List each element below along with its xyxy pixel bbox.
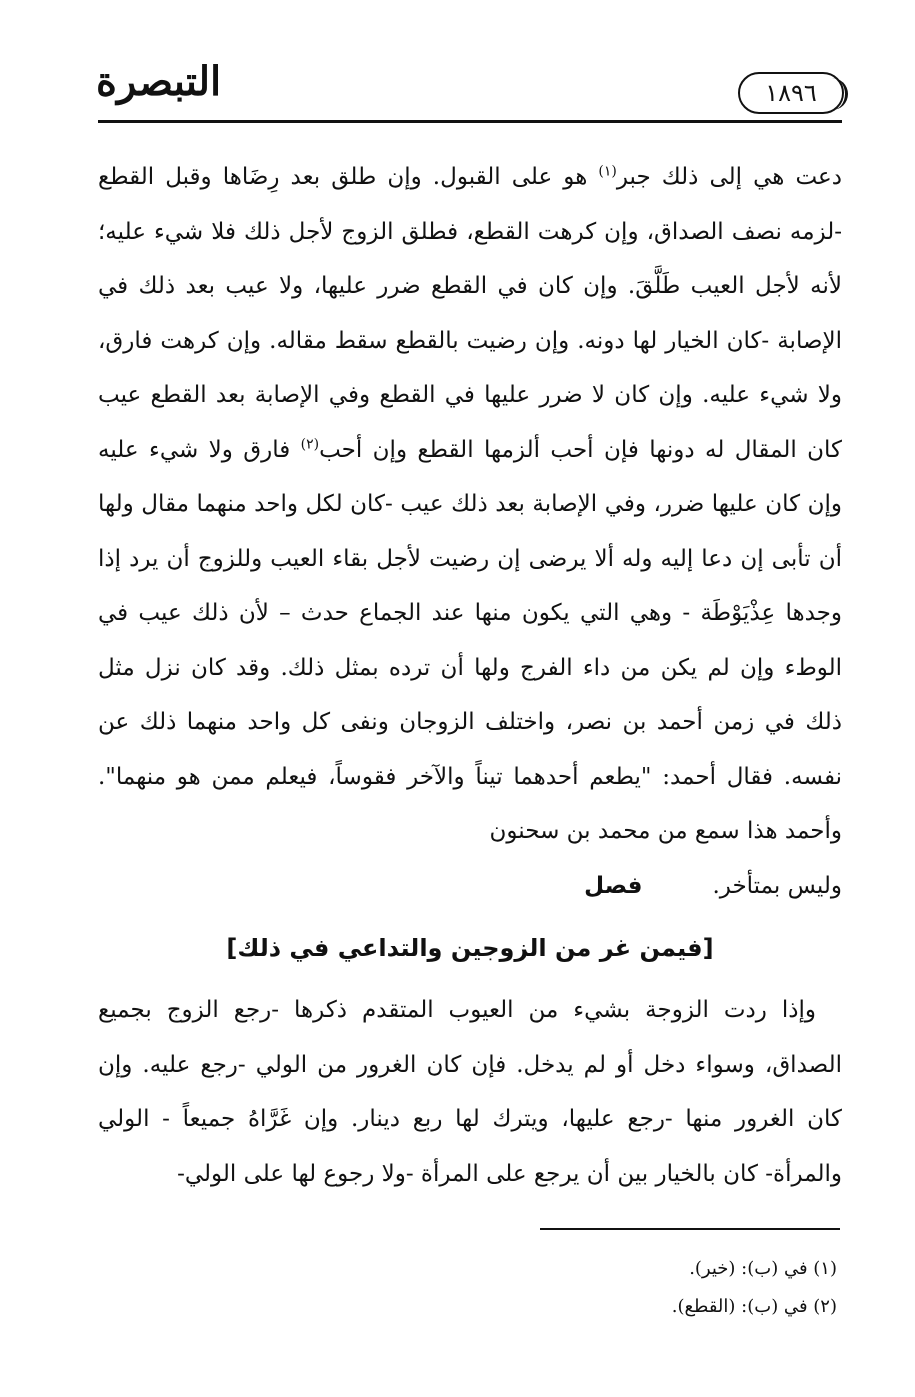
closing-text: وليس بمتأخر.: [712, 872, 842, 899]
footnote-2: (٢) في (ب): (القطع).: [671, 1296, 837, 1317]
closing-line: [98, 859, 842, 914]
text-segment: دعت هي إلى ذلك جبر: [616, 164, 842, 190]
footnotes: [437, 1250, 837, 1326]
footnote-1: (١) في (ب): (خير).: [689, 1258, 837, 1279]
footnote-divider: [540, 1228, 840, 1230]
book-title: التبصرة: [96, 58, 222, 105]
text-segment: هو على القبول. وإن طلق بعد رِضَاها وقبل القطع -لزمه نصف الصداق، وإن كرهت القطع، فطلق الزوج لأجل ذلك فلا شيء عليه؛ لأنه لأجل العيب طَلَّقَ. وإن كان في القطع ضرر عليها، ولا عيب بعد ذلك في الإصابة -كان الخيار لها دونه. وإن رضيت بالقطع سقط مقاله. وإن كرهت فارق، ولا شيء عليه. وإن كان لا ضرر عليها في القطع وفي الإصابة بعد القطع عيب كان المقال له دونها فإن أحب ألزمها القطع وإن أحب: [98, 164, 842, 463]
fasl-heading: فصل: [584, 872, 643, 899]
header-divider: [98, 120, 842, 123]
footnote-ref-2: (٢): [300, 435, 320, 452]
page-number: ١٨٩٦: [738, 72, 844, 114]
section-heading: [فيمن غر من الزوجين والتداعي في ذلك]: [226, 934, 714, 962]
text-segment: فارق ولا شيء عليه وإن كان عليها ضرر، وفي الإصابة بعد ذلك عيب -كان لكل واحد منهما مقال ولها أن تأبى إن دعا إليه وله ألا يرضى إن رضيت لأجل بقاء العيب وللزوج أن يرد إذا وجدها عِذْيَوْطَة - وهي التي يكون منها عند الجماع حدث – لأن ذلك عيب في الوطء وإن لم يكن من داء الفرج ولها أن ترده بمثل ذلك. وقد كان نزل مثل ذلك في زمن أحمد بن نصر، واختلف الزوجان ونفى كل واحد منهما ذلك عن نفسه. فقال أحمد: "يطعم أحدهما تيناً والآخر فقوساً، فيعلم ممن هو منهما". وأحمد هذا سمع من محمد بن سحنون: [98, 436, 842, 844]
paragraph-1: [98, 150, 842, 859]
footnote-ref-1: (١): [598, 163, 617, 180]
main-text: [98, 150, 842, 1201]
paragraph-2: وإذا ردت الزوجة بشيء من العيوب المتقدم ذكرها -رجع الزوج بجميع الصداق، وسواء دخل أو لم يدخل. فإن كان الغرور من الولي -رجع عليه. وإن كان الغرور منها -رجع عليها، ويترك لها ربع دينار. وإن غَرَّاهُ جميعاً - الولي والمرأة- كان بالخيار بين أن يرجع على المرأة -ولا رجوع لها على الولي-: [98, 997, 842, 1187]
